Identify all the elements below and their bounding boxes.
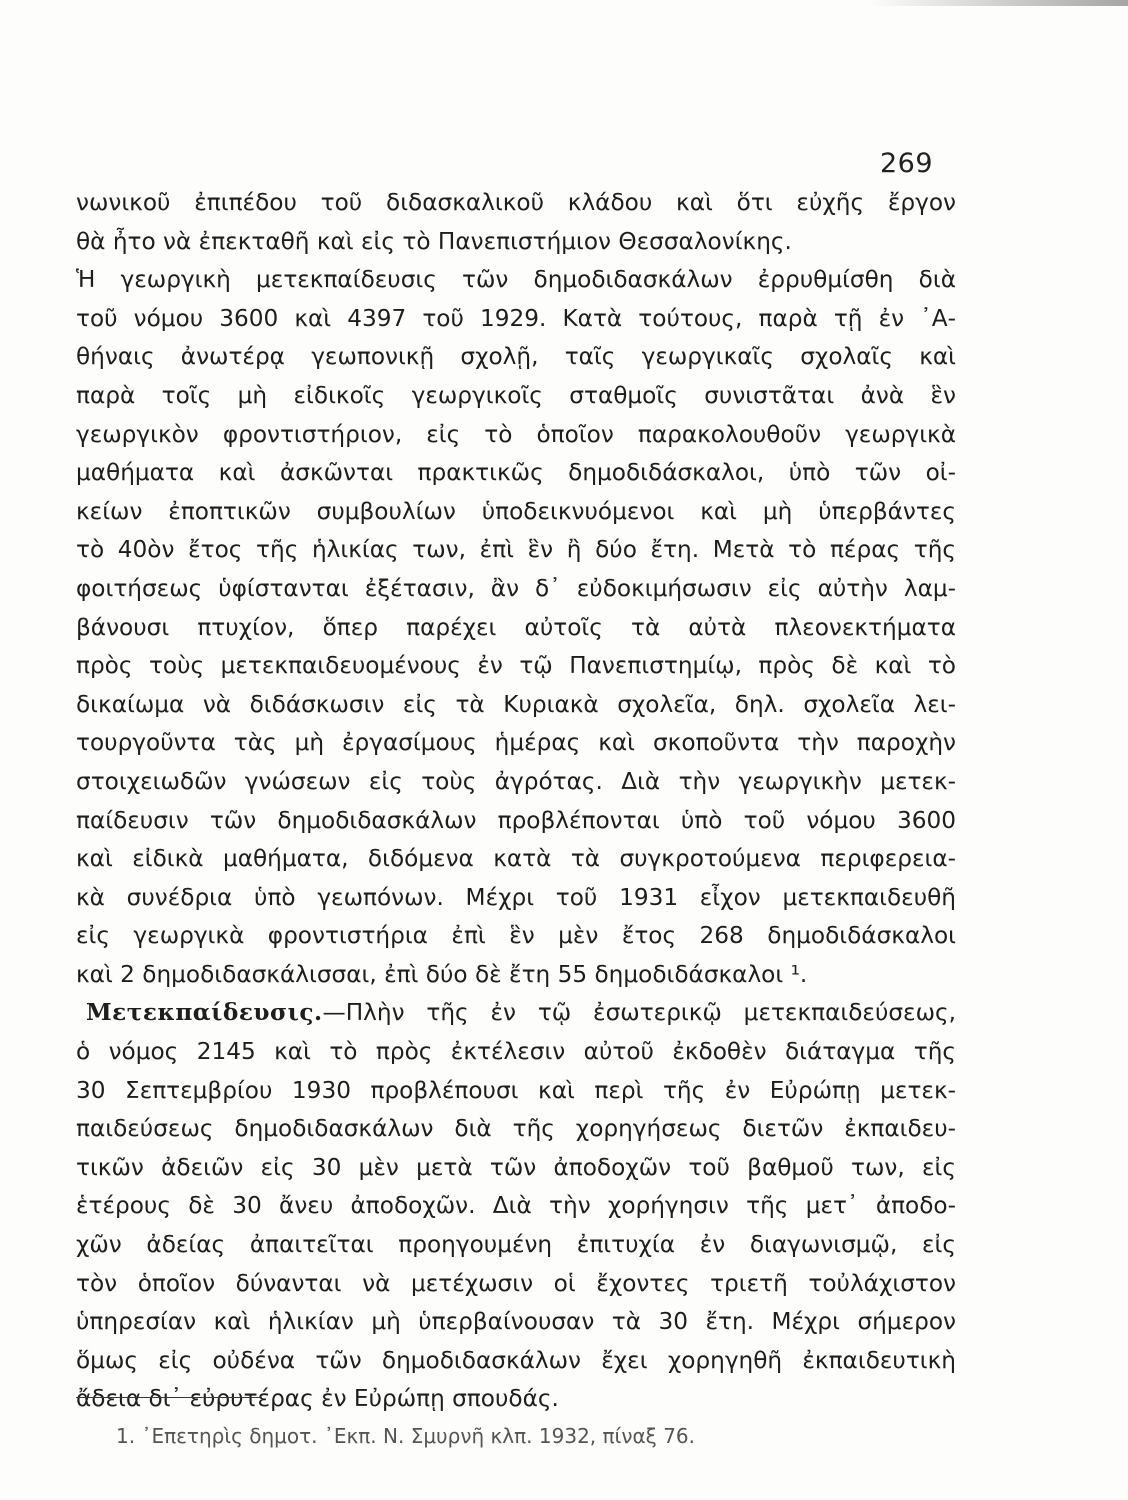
text-line: 30 Σεπτεμβρίου 1930 προβλέπουσι καὶ περὶ τῆς ἐν Εὐρώπῃ μετεκ- <box>76 1076 956 1104</box>
text-line: καὶ εἰδικὰ μαθήματα, διδόμενα κατὰ τὰ συγκροτούμενα περιφερεια- <box>76 845 956 873</box>
text-line: πρὸς τοὺς μετεκπαιδευομένους ἐν τῷ Πανεπιστημίῳ, πρὸς δὲ καὶ τὸ <box>76 652 956 680</box>
text-line: στοιχειωδῶν γνώσεων εἰς τοὺς ἀγρότας. Διὰ τὴν γεωργικὴν μετεκ- <box>76 767 956 795</box>
text-line: φοιτήσεως ὑφίστανται ἐξέτασιν, ἂν δ᾿ εὐδοκιμήσωσιν εἰς αὐτὴν λαμ- <box>76 574 956 602</box>
text-line: παιδεύσεως δημοδιδασκάλων διὰ τῆς χορηγήσεως διετῶν ἐκπαιδευ- <box>76 1115 956 1143</box>
text-line: τικῶν ἀδειῶν εἰς 30 μὲν μετὰ τῶν ἀποδοχῶν τοῦ βαθμοῦ των, εἰς <box>76 1153 956 1181</box>
footnote: 1. ᾿Επετηρὶς δημοτ. ᾿Εκπ. Ν. Σμυρνῆ κλπ. 1932, πίναξ 76. <box>116 1424 695 1448</box>
text-line: μαθήματα καὶ ἀσκῶνται πρακτικῶς δημοδιδάσκαλοι, ὑπὸ τῶν οἰ- <box>76 459 956 487</box>
text-line: καὶ 2 δημοδιδασκάλισσαι, ἐπὶ δύο δὲ ἔτη 55 δημοδιδάσκαλοι ¹. <box>76 960 808 988</box>
text-line: ὑπηρεσίαν καὶ ἡλικίαν μὴ ὑπερβαίνουσαν τὰ 30 ἔτη. Μέχρι σήμερον <box>76 1308 956 1336</box>
text-line: τὸ 40ὸν ἔτος τῆς ἡλικίας των, ἐπὶ ἓν ἢ δύο ἔτη. Μετὰ τὸ πέρας τῆς <box>76 536 956 564</box>
text-line: βάνουσι πτυχίον, ὅπερ παρέχει αὐτοῖς τὰ αὐτὰ πλεονεκτήματα <box>76 613 956 641</box>
scan-edge-shadow <box>868 0 1128 6</box>
text-line: παίδευσιν τῶν δημοδιδασκάλων προβλέπονται ὑπὸ τοῦ νόμου 3600 <box>76 806 956 834</box>
page-number: 269 <box>880 148 934 179</box>
text-line: δικαίωμα νὰ διδάσκωσιν εἰς τὰ Κυριακὰ σχολεῖα, δηλ. σχολεῖα λει- <box>76 690 956 718</box>
text-line: κὰ συνέδρια ὑπὸ γεωπόνων. Μέχρι τοῦ 1931 εἶχον μετεκπαιδευθῆ <box>76 883 956 911</box>
section-first-line <box>76 994 956 1033</box>
text-line: κείων ἐποπτικῶν συμβουλίων ὑποδεικνυόμενοι καὶ μὴ ὑπερβάντες <box>76 497 956 525</box>
text-line: ἑτέρους δὲ 30 ἄνευ ἀποδοχῶν. Διὰ τὴν χορήγησιν τῆς μετ᾿ ἀποδο- <box>76 1192 956 1220</box>
section-first-line-text: —Πλὴν τῆς ἐν τῷ ἐσωτερικῷ μετεκπαιδεύσεως, <box>322 999 956 1027</box>
section-heading: Μετεκπαίδευσις. <box>86 999 323 1027</box>
text-line: Ἡ γεωργικὴ μετεκπαίδευσις τῶν δημοδιδασκάλων ἐρρυθμίσθη διὰ <box>76 266 956 294</box>
text-line: παρὰ τοῖς μὴ εἰδικοῖς γεωργικοῖς σταθμοῖς συνιστᾶται ἀνὰ ἓν <box>76 381 956 409</box>
body-text <box>76 184 956 1419</box>
text-line: ὅμως εἰς οὐδένα τῶν δημοδιδασκάλων ἔχει χορηγηθῆ ἐκπαιδευτικὴ <box>76 1346 956 1374</box>
text-line: εἰς γεωργικὰ φροντιστήρια ἐπὶ ἓν μὲν ἔτος 268 δημοδιδάσκαλοι <box>76 922 956 950</box>
text-line: τοῦ νόμου 3600 καὶ 4397 τοῦ 1929. Κατὰ τούτους, παρὰ τῇ ἐν ᾿Α- <box>76 304 956 332</box>
footnote-divider <box>76 1397 262 1398</box>
text-line: τὸν ὁποῖον δύνανται νὰ μετέχωσιν οἱ ἔχοντες τριετῆ τοὐλάχιστον <box>76 1269 956 1297</box>
text-line: ὁ νόμος 2145 καὶ τὸ πρὸς ἐκτέλεσιν αὐτοῦ ἐκδοθὲν διάταγμα τῆς <box>76 1038 956 1066</box>
text-line: γεωργικὸν φροντιστήριον, εἰς τὸ ὁποῖον παρακολουθοῦν γεωργικὰ <box>76 420 956 448</box>
text-line: θήναις ἀνωτέρᾳ γεωπονικῇ σχολῇ, ταῖς γεωργικαῖς σχολαῖς καὶ <box>76 343 956 371</box>
text-line: χῶν ἀδείας ἀπαιτεῖται προηγουμένη ἐπιτυχία ἐν διαγωνισμῷ, εἰς <box>76 1231 956 1259</box>
text-line: τουργοῦντα τὰς μὴ ἐργασίμους ἡμέρας καὶ σκοποῦντα τὴν παροχὴν <box>76 729 956 757</box>
text-line: νωνικοῦ ἐπιπέδου τοῦ διδασκαλικοῦ κλάδου καὶ ὅτι εὐχῆς ἔργον <box>76 189 956 216</box>
text-line: ἄδεια δι᾿ εὐρυτέρας ἐν Εὐρώπῃ σπουδάς. <box>76 1385 559 1413</box>
text-line: θὰ ἦτο νὰ ἐπεκταθῆ καὶ εἰς τὸ Πανεπιστήμιον Θεσσαλονίκης. <box>76 227 792 255</box>
